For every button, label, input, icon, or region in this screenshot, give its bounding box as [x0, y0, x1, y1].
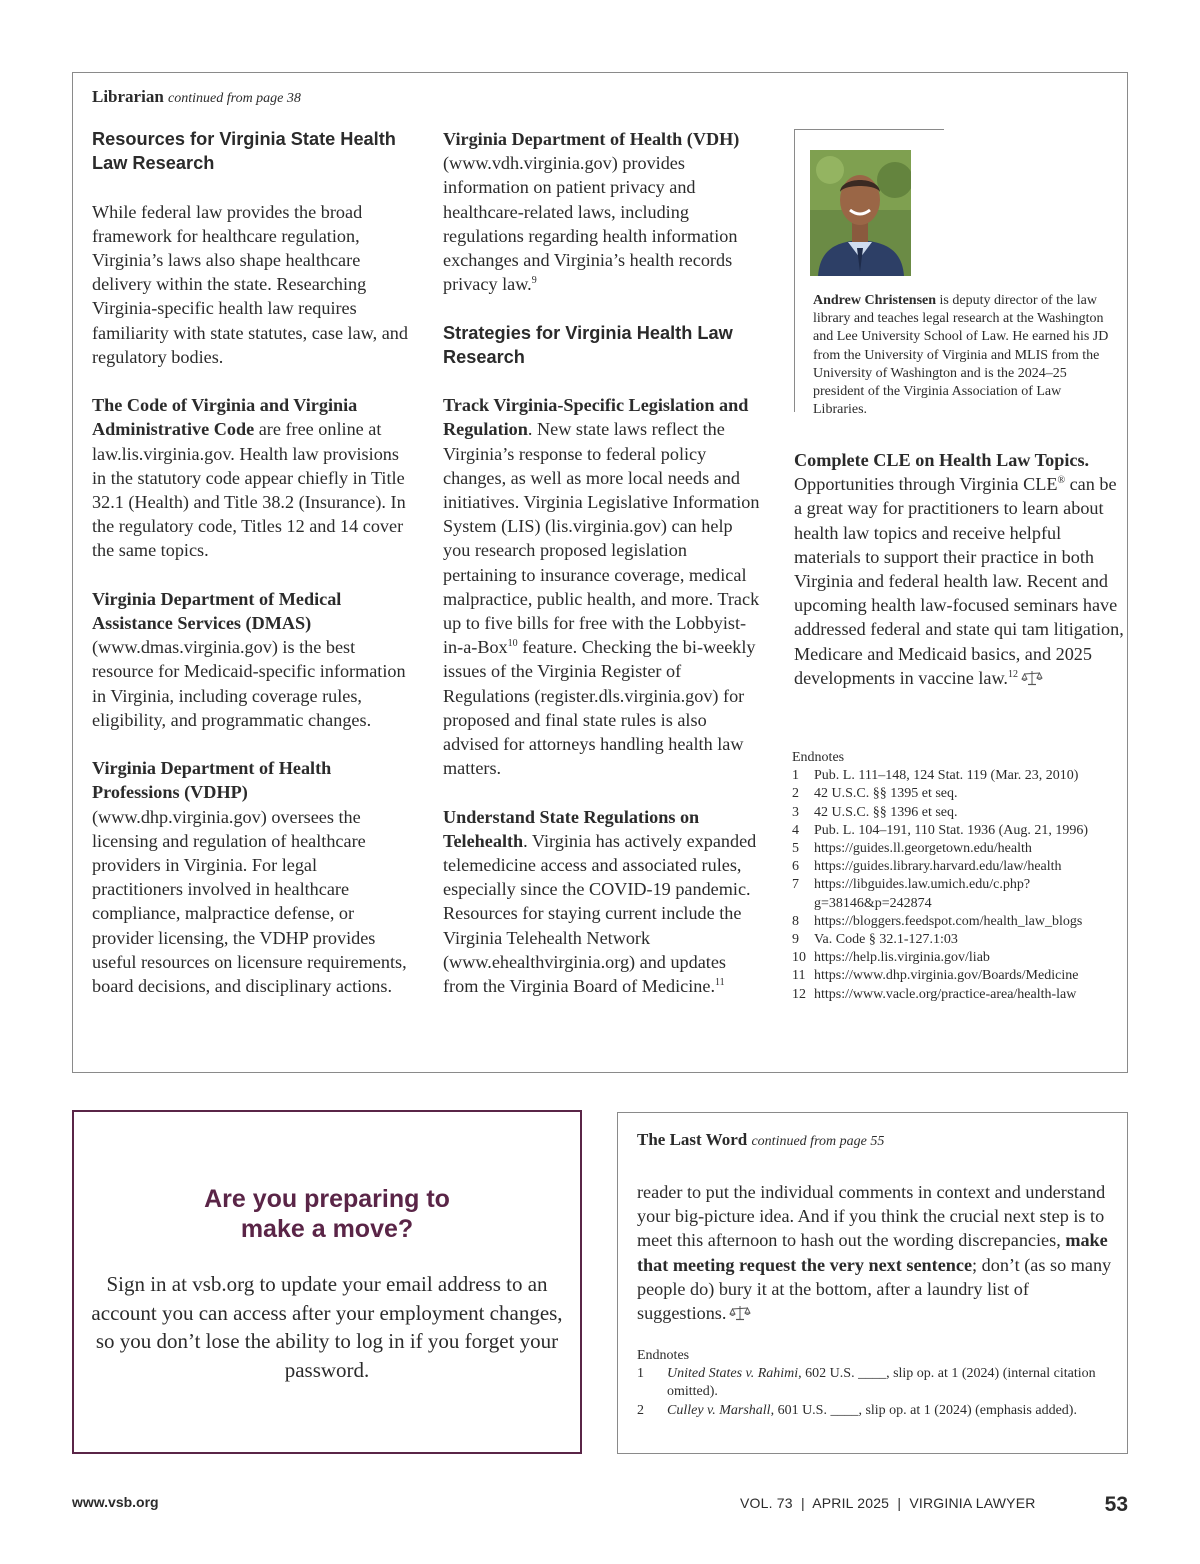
paragraph: Virginia Department of Health (VDH) (www.vdh.virginia.gov) provides information on patient privacy and healthcare-related laws, including regulations regarding health information exchanges and Virginia’s health records privacy law.$^9$ [443, 129, 740, 295]
endnote-text: https://libguides.law.umich.edu/c.php?g=38146&p=242874 [814, 877, 1031, 911]
endnote-text: https://guides.library.harvard.edu/law/health [814, 859, 1062, 875]
endnote-item [792, 967, 1122, 985]
paragraph-lead: Virginia Department of Health (VDH) [443, 129, 740, 149]
endnote-item [792, 949, 1122, 967]
paragraph-lead: The Code of Virginia and Virginia Administrative Code [92, 395, 358, 440]
endnote-number: 11 [792, 968, 806, 984]
endnote-text: 42 U.S.C. §§ 1396 et seq. [814, 804, 958, 820]
paragraph-lead: Virginia Department of Medical Assistance Services (DMAS) [92, 588, 342, 634]
endnote-number: 10 [792, 950, 806, 966]
promo-title: Are you preparing to make a move? [204, 1185, 450, 1243]
article-label [92, 87, 301, 107]
paragraph: Understand State Regulations on Telehealth. Virginia has actively expanded telemedicine access and associated rules, especially since the COVID-19 pandemic. Resources for staying current include the Virginia Telehealth Network (www.ehealthvirginia.org) and updates from the Virginia Board of Medicine.$^{11}$ [443, 806, 757, 997]
scales-of-justice-icon [729, 1305, 751, 1321]
author-bio: Andrew Christensen is deputy director of the law library and teaches legal research at the Washington and Lee University School of Law. He earned his JD from the University of Virginia and MLIS from the University of Washington and is the 2024–25 president of the Virginia Association of Law Libraries. [813, 293, 1109, 418]
endnote-item [792, 785, 1122, 803]
endnote-text: https://www.dhp.virginia.gov/Boards/Medicine [814, 968, 1079, 984]
endnote-text: Pub. L. 104–191, 110 Stat. 1936 (Aug. 21, 1996) [814, 822, 1089, 838]
section-heading: Strategies for Virginia Health Law Research [443, 322, 733, 367]
registered-mark: ® [1057, 475, 1066, 487]
endnote-number: 2 [792, 786, 799, 802]
endnote-number: 6 [792, 859, 799, 875]
paragraph: Virginia Department of Medical Assistance Services (DMAS) (www.dmas.virginia.gov) is the best resource for Medicaid-specific information in Virginia, including coverage rules, eligibility, and programmatic changes. [92, 588, 406, 730]
article-label-continued: continued from page 38 [168, 91, 301, 106]
emphasis: make that meeting request the very next sentence [637, 1230, 1108, 1275]
paragraph: Track Virginia-Specific Legislation and Regulation. New state laws reflect the Virginia’s response to federal policy changes, as well as more local needs and initiatives. Virginia Legislative Information System (LIS) (lis.virginia.gov) can help you research proposed legislation pertaining to insurance coverage, medical malpractice, public health, and more. Track up to five bills for free with the Lobbyist-in-a-Box$^{10}$ feature. Checking the bi-weekly issues of the Virginia Register of Regulations (register.dls.virginia.gov) for proposed and final state rules is also advised for attorneys handling health law matters. [443, 395, 760, 779]
endnote-text: https://bloggers.feedspot.com/health_law_blogs [814, 913, 1083, 929]
endnote-item [792, 840, 1122, 858]
footer-url: www.vsb.org [72, 1494, 159, 1510]
paragraph-lead: Virginia Department of Health Professions (VDHP) [92, 758, 332, 803]
footer-issue: VOL. 73 | APRIL 2025 | VIRGINIA LAWYER [740, 1495, 1036, 1511]
endnote-number: 12 [792, 986, 806, 1002]
endnote-text: https://guides.ll.georgetown.edu/health [814, 841, 1032, 857]
endnote-item: 1 United States v. Rahimi, 602 U.S. ____, slip op. at 1 (2024) (internal citation omitted). [637, 1366, 1096, 1400]
endnote-number: 5 [792, 841, 799, 857]
column-2 [443, 127, 763, 1022]
endnote-item: 2 Culley v. Marshall, 601 U.S. ____, slip op. at 1 (2024) (emphasis added). [637, 1402, 1077, 1418]
case-name: United States v. Rahimi [667, 1366, 799, 1382]
endnotes-list [792, 767, 1122, 1004]
endnote-item [792, 858, 1122, 876]
endnotes-title: Endnotes [637, 1348, 690, 1363]
section-heading: Resources for Virginia State Health Law Research [92, 129, 396, 174]
promo-body: Sign in at vsb.org to update your email address to an account you can access after your employment changes, so you don’t lose the ability to log in if you forget your password. [91, 1272, 563, 1382]
endnote-text: Pub. L. 111–148, 124 Stat. 119 (Mar. 23, 2010) [814, 768, 1079, 784]
endnote-number: 4 [792, 822, 799, 838]
last-word-body: reader to put the individual comments in context and understand your big-picture idea. And if you think the crucial next step is to meet this afternoon to hash out the wording discrepancies, make that meeting request the very next sentence; don’t (as so many people do) bury it at the bottom, after a laundry list of suggestions. [637, 1182, 1112, 1324]
footnote-ref: 10 [507, 638, 518, 650]
scales-of-justice-icon [1021, 670, 1043, 686]
paragraph: Virginia Department of Health Professions (VDHP) (www.dhp.virginia.gov) oversees the licensing and regulation of healthcare providers in Virginia. For legal practitioners involved in healthcare compliance, malpractice defense, or provider licensing, the VDHP provides useful resources on licensure requirements, board decisions, and disciplinary actions. [92, 758, 407, 997]
endnote-item [792, 804, 1122, 822]
column-1 [92, 127, 410, 1022]
last-word-continued: continued from page 55 [751, 1134, 885, 1149]
endnotes [792, 749, 1122, 1004]
paragraph-lead: Understand State Regulations on Telehealth [443, 806, 700, 851]
paragraph: While federal law provides the broad framework for healthcare regulation, Virginia’s laws also shape healthcare delivery within the state. Researching Virginia-specific health law requires familiarity with state statutes, case law, and regulatory bodies. [92, 201, 408, 367]
endnote-text: 42 U.S.C. §§ 1395 et seq. [814, 786, 958, 802]
page-number: 53 [1104, 1493, 1128, 1516]
endnote-text: https://help.lis.virginia.gov/liab [814, 950, 990, 966]
last-word-label [637, 1130, 884, 1150]
cle-paragraph: Complete CLE on Health Law Topics. Opportunities through Virginia CLE® can be a great way for practitioners to learn about health law topics and receive helpful materials to support their practice in both Virginia and federal health law. Recent and upcoming health law-focused seminars have addressed federal and state qui tam litigation, Medicare and Medicaid basics, and 2025 developments in vaccine law.$^{12}$ [794, 450, 1124, 688]
endnote-item [792, 931, 1122, 949]
paragraph-lead: Complete CLE on Health Law Topics. [794, 450, 1090, 470]
footnote-ref: 12 [1007, 668, 1018, 680]
paragraph-lead: Track Virginia-Specific Legislation and Regulation [443, 395, 749, 440]
endnote-item [792, 913, 1122, 931]
paragraph: The Code of Virginia and Virginia Administrative Code are free online at law.lis.virginia.gov. Health law provisions in the statutory code appear chiefly in Title 32.1 (Health) and Title 38.2 (Insurance). In the regulatory code, Titles 12 and 14 cover the same topics. [92, 395, 406, 561]
last-word-endnotes [637, 1347, 1107, 1420]
endnote-number: 8 [792, 913, 799, 929]
author-name: Andrew Christensen [813, 293, 937, 308]
case-name: Culley v. Marshall [667, 1402, 771, 1418]
article-label-title: Librarian [92, 87, 164, 106]
footnote-ref: 9 [531, 275, 537, 287]
endnote-text: Va. Code § 32.1-127.1:03 [814, 932, 958, 948]
endnote-number: 9 [792, 932, 799, 948]
author-portrait-icon [810, 150, 911, 276]
endnote-number: 1 [792, 768, 799, 784]
endnote-item [792, 986, 1122, 1004]
author-photo [810, 150, 911, 276]
last-word-title: The Last Word [637, 1130, 748, 1149]
endnote-number: 3 [792, 804, 799, 820]
endnotes-title: Endnotes [792, 750, 845, 765]
endnote-item [792, 822, 1122, 840]
endnote-item [792, 767, 1122, 785]
footnote-ref: 11 [715, 977, 725, 989]
endnote-item [792, 876, 1122, 912]
endnote-number: 7 [792, 877, 799, 893]
endnote-text: https://www.vacle.org/practice-area/health-law [814, 986, 1077, 1002]
